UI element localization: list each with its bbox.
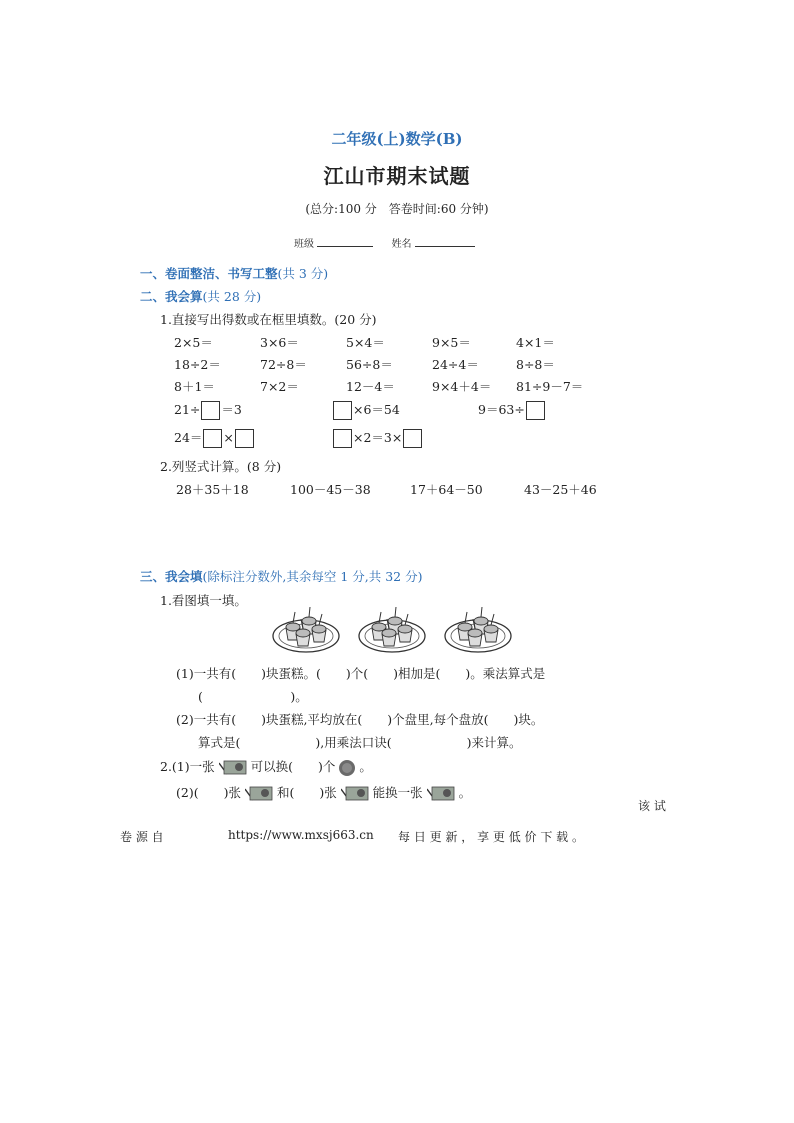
calc-item: 3×6＝: [260, 335, 299, 350]
section-2-title: 二、我会算: [140, 289, 203, 304]
name-label: 姓名: [391, 239, 412, 250]
answer-box[interactable]: [333, 429, 352, 448]
banknote-icon: [219, 760, 247, 775]
money-q-text: 能换一张: [372, 785, 423, 800]
cake-plate-1: [273, 607, 339, 652]
calc-item: 56÷8＝: [346, 357, 393, 372]
section-1-heading: [140, 264, 328, 282]
fill-question-1-line-1: (1)一共有( )块蛋糕。( )个( )相加是( )。乘法算式是: [176, 666, 546, 681]
calc-item: 5×4＝: [346, 335, 385, 350]
answer-box[interactable]: [333, 401, 352, 420]
cake-plate-2: [359, 607, 425, 652]
box-equation-4: [174, 428, 255, 448]
cake-plate-3: [445, 607, 511, 652]
money-q-text: 和( )张: [276, 785, 337, 800]
section-2-points: (共 28 分): [202, 289, 262, 304]
money-q-text: 。: [359, 759, 372, 774]
calc-item: 8÷8＝: [516, 357, 555, 372]
box-eq-text: ×2＝3×: [353, 430, 403, 445]
coin-icon: [339, 760, 355, 776]
answer-box[interactable]: [235, 429, 254, 448]
section-2-heading: [140, 287, 261, 305]
cake-plates-illustration: [272, 606, 514, 656]
money-q-text: 可以换( )个: [250, 759, 336, 774]
exam-grade-subtitle: 二年级(上)数学(B): [331, 130, 463, 148]
vertical-calc-item: 43－25＋46: [524, 482, 597, 497]
section-2-question-1: 1.直接写出得数或在框里填数。(20 分): [160, 312, 377, 327]
calc-item: 24÷4＝: [432, 357, 479, 372]
money-q-text: 2.(1)一张: [160, 759, 215, 774]
answer-box[interactable]: [201, 401, 220, 420]
money-question-2: [176, 783, 471, 801]
section-3-heading: [140, 567, 422, 585]
calc-item: 8＋1＝: [174, 379, 215, 394]
vertical-calc-item: 17＋64－50: [410, 482, 483, 497]
name-field[interactable]: [415, 236, 475, 247]
calc-item: 7×2＝: [260, 379, 299, 394]
banknote-icon: [245, 786, 273, 801]
fill-question-2-line-2: 算式是( ),用乘法口诀( )来计算。: [198, 735, 522, 750]
box-eq-text: 9＝63÷: [478, 402, 525, 417]
footer-text-right: 每 日 更 新 ， 享 更 低 价 下 载 。: [398, 830, 584, 844]
exam-title: 江山市期末试题: [323, 164, 471, 188]
box-equation-5: [332, 428, 423, 448]
calc-item: 4×1＝: [516, 335, 555, 350]
footer-text-right-top: 该 试: [638, 799, 666, 813]
vertical-calc-item: 100－45－38: [290, 482, 371, 497]
footer-url-link[interactable]: https://www.mxsj663.cn: [228, 828, 374, 842]
calc-item: 9×4＋4＝: [432, 379, 492, 394]
box-eq-text: ×6＝54: [353, 402, 400, 417]
box-eq-text: 24＝: [174, 430, 203, 445]
banknote-icon: [427, 786, 455, 801]
fill-question-1-line-2: ( )。: [198, 689, 308, 704]
banknote-icon: [341, 786, 369, 801]
money-q-text: 。: [458, 785, 472, 800]
answer-box[interactable]: [403, 429, 422, 448]
class-field[interactable]: [317, 236, 373, 247]
calc-item: 9×5＝: [432, 335, 471, 350]
class-label: 班级: [294, 239, 314, 250]
box-eq-text: 21÷: [174, 402, 201, 417]
calc-item: 12－4＝: [346, 379, 395, 394]
calc-item: 81÷9－7＝: [516, 379, 584, 394]
box-eq-text: ＝3: [221, 402, 242, 417]
section-1-points: (共 3 分): [277, 266, 329, 281]
money-q-text: (2)( )张: [176, 785, 241, 800]
box-equation-1: [174, 400, 242, 420]
student-info-line: [294, 235, 475, 250]
footer-text-left: 卷 源 自: [120, 830, 164, 844]
box-equation-2: [332, 400, 400, 420]
calc-item: 72÷8＝: [260, 357, 307, 372]
box-equation-3: [478, 400, 546, 420]
vertical-calc-item: 28＋35＋18: [176, 482, 249, 497]
section-1-title: 一、卷面整洁、书写工整: [140, 266, 278, 281]
section-2-question-2: 2.列竖式计算。(8 分): [160, 459, 282, 474]
box-eq-text: ×: [223, 430, 234, 445]
calc-item: 2×5＝: [174, 335, 213, 350]
exam-meta: (总分:100 分 答卷时间:60 分钟): [305, 202, 489, 216]
answer-box[interactable]: [203, 429, 222, 448]
answer-box[interactable]: [526, 401, 545, 420]
money-question-1: [160, 757, 372, 776]
section-3-points: (除标注分数外,其余每空 1 分,共 32 分): [202, 569, 423, 584]
calc-item: 18÷2＝: [174, 357, 221, 372]
section-3-title: 三、我会填: [140, 569, 203, 584]
section-3-question-1: 1.看图填一填。: [160, 593, 247, 608]
fill-question-2-line-1: (2)一共有( )块蛋糕,平均放在( )个盘里,每个盘放( )块。: [176, 712, 544, 727]
